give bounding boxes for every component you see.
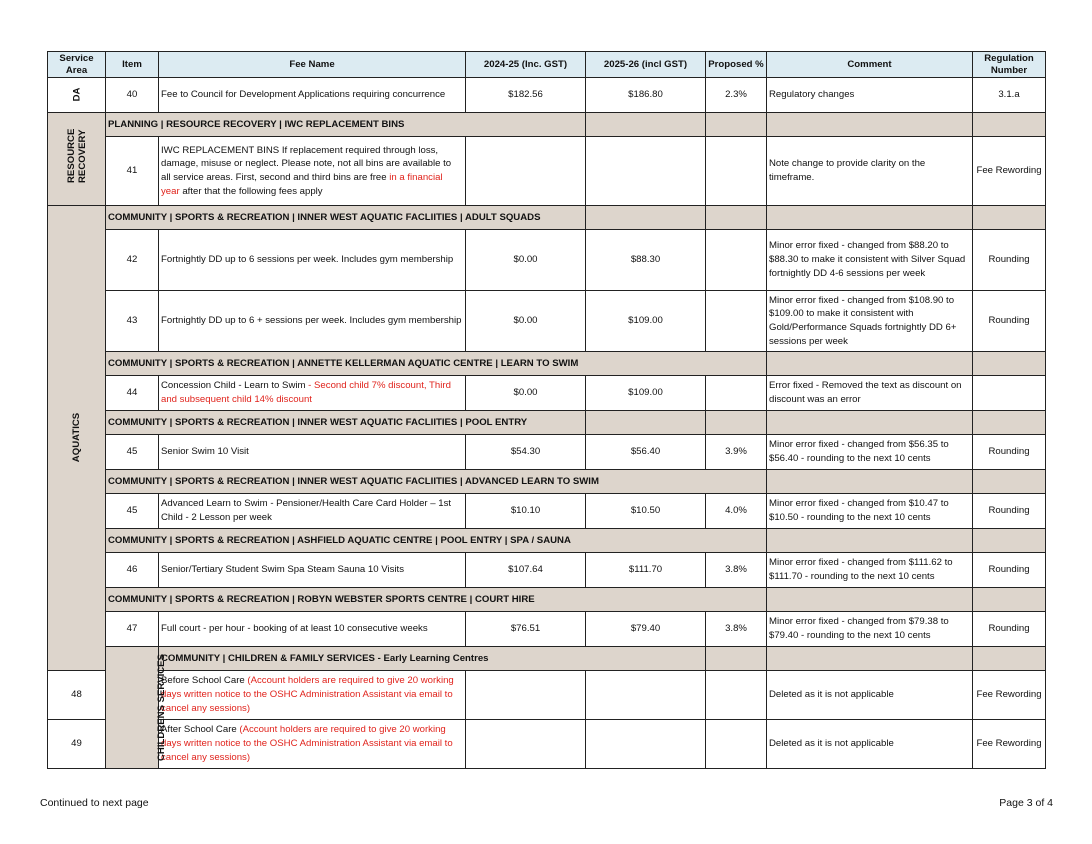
proposed-cell: 2.3% — [706, 78, 767, 113]
regulation-cell — [973, 376, 1046, 411]
fee-2024-cell: $76.51 — [466, 612, 586, 647]
fee-name-cell: Senior Swim 10 Visit — [159, 435, 466, 470]
col-header-proposed: Proposed % — [706, 52, 767, 78]
fee-2025-cell: $109.00 — [586, 291, 706, 352]
section-row — [48, 411, 1046, 435]
fee-2025-cell — [586, 671, 706, 720]
item-cell: 46 — [106, 553, 159, 588]
regulation-cell: Rounding — [973, 230, 1046, 291]
fee-name-cell: Senior/Tertiary Student Swim Spa Steam Sauna 10 Visits — [159, 553, 466, 588]
comment-cell: Minor error fixed - changed from $79.38 to $79.40 - rounding to the next 10 cents — [767, 612, 973, 647]
regulation-cell: Rounding — [973, 612, 1046, 647]
col-header-service-area: Service Area — [48, 52, 106, 78]
fee-2025-cell: $10.50 — [586, 494, 706, 529]
regulation-cell: Fee Rewording — [973, 720, 1046, 769]
item-cell: 47 — [106, 612, 159, 647]
proposed-cell: 4.0% — [706, 494, 767, 529]
section-label: COMMUNITY | SPORTS & RECREATION | ANNETTE KELLERMAN AQUATIC CENTRE | LEARN TO SWIM — [106, 352, 767, 376]
regulation-cell: 3.1.a — [973, 78, 1046, 113]
fee-2025-cell: $111.70 — [586, 553, 706, 588]
col-header-comment: Comment — [767, 52, 973, 78]
fee-2025-cell: $109.00 — [586, 376, 706, 411]
comment-cell: Minor error fixed - changed from $108.90 to $109.00 to make it consistent with Gold/Performance Squads fortnightly DD 6+ sessions per week — [767, 291, 973, 352]
item-cell: 41 — [106, 137, 159, 206]
table-row — [48, 230, 1046, 291]
service-area-aquatics: AQUATICS — [48, 206, 106, 671]
table-row — [48, 291, 1046, 352]
fee-2025-cell: $88.30 — [586, 230, 706, 291]
regulation-cell: Rounding — [973, 435, 1046, 470]
fee-2024-cell — [466, 720, 586, 769]
fee-2024-cell: $54.30 — [466, 435, 586, 470]
item-cell: 44 — [106, 376, 159, 411]
table-row — [48, 494, 1046, 529]
continued-note: Continued to next page — [40, 797, 149, 809]
comment-cell: Deleted as it is not applicable — [767, 720, 973, 769]
fee-name-cell: Concession Child - Learn to Swim - Second child 7% discount, Third and subsequent child 14% discount — [159, 376, 466, 411]
section-label: COMMUNITY | SPORTS & RECREATION | ROBYN WEBSTER SPORTS CENTRE | COURT HIRE — [106, 588, 767, 612]
regulation-cell: Rounding — [973, 494, 1046, 529]
section-label: COMMUNITY | CHILDREN & FAMILY SERVICES - Early Learning Centres — [159, 647, 706, 671]
comment-cell: Deleted as it is not applicable — [767, 671, 973, 720]
col-header-fee-2025: 2025-26 (incl GST) — [586, 52, 706, 78]
fee-2024-cell — [466, 137, 586, 206]
fee-table — [47, 51, 1046, 769]
col-header-regulation: Regulation Number — [973, 52, 1046, 78]
proposed-cell — [706, 137, 767, 206]
fee-name-cell: Advanced Learn to Swim - Pensioner/Health Care Card Holder – 1st Child - 2 Lesson per week — [159, 494, 466, 529]
fee-2024-cell — [466, 671, 586, 720]
table-row — [48, 720, 1046, 769]
service-area-resource-recovery: RESOURCE RECOVERY — [48, 113, 106, 206]
comment-cell: Minor error fixed - changed from $111.62 to $111.70 - rounding to the next 10 cents — [767, 553, 973, 588]
comment-cell: Minor error fixed - changed from $10.47 to $10.50 - rounding to the next 10 cents — [767, 494, 973, 529]
proposed-cell — [706, 720, 767, 769]
section-row — [48, 113, 1046, 137]
regulation-cell: Rounding — [973, 553, 1046, 588]
fee-2025-cell — [586, 137, 706, 206]
fee-2025-cell: $56.40 — [586, 435, 706, 470]
col-header-fee-2024: 2024-25 (Inc. GST) — [466, 52, 586, 78]
fee-2024-cell: $0.00 — [466, 291, 586, 352]
section-label: COMMUNITY | SPORTS & RECREATION | ASHFIELD AQUATIC CENTRE | POOL ENTRY | SPA / SAUNA — [106, 529, 767, 553]
regulation-cell: Fee Rewording — [973, 137, 1046, 206]
item-cell: 49 — [48, 720, 106, 769]
proposed-cell — [706, 671, 767, 720]
fee-name-cell: IWC REPLACEMENT BINS If replacement required through loss, damage, misuse or neglect. Please note, not all bins are available to all service areas. First, second and third bins are free in a financial year after that the following fees apply — [159, 137, 466, 206]
table-row — [48, 78, 1046, 113]
col-header-item: Item — [106, 52, 159, 78]
table-row — [48, 553, 1046, 588]
service-area-childrens-services: CHILDRENS SERVICES — [106, 647, 159, 769]
section-row — [48, 470, 1046, 494]
regulation-cell: Fee Rewording — [973, 671, 1046, 720]
service-area-da: DA — [48, 78, 106, 113]
section-row — [48, 529, 1046, 553]
fee-2024-cell: $107.64 — [466, 553, 586, 588]
fee-name-cell: Fee to Council for Development Applications requiring concurrence — [159, 78, 466, 113]
table-row — [48, 435, 1046, 470]
item-cell: 48 — [48, 671, 106, 720]
comment-cell: Regulatory changes — [767, 78, 973, 113]
fee-2025-cell: $186.80 — [586, 78, 706, 113]
table-row — [48, 137, 1046, 206]
item-cell: 42 — [106, 230, 159, 291]
section-label: COMMUNITY | SPORTS & RECREATION | INNER WEST AQUATIC FACLIITIES | POOL ENTRY — [106, 411, 586, 435]
section-label: PLANNING | RESOURCE RECOVERY | IWC REPLACEMENT BINS — [106, 113, 586, 137]
proposed-cell — [706, 376, 767, 411]
item-cell: 45 — [106, 435, 159, 470]
item-cell: 40 — [106, 78, 159, 113]
proposed-cell: 3.9% — [706, 435, 767, 470]
comment-cell: Minor error fixed - changed from $88.20 to $88.30 to make it consistent with Silver Squad fortnightly DD 4-6 sessions per week — [767, 230, 973, 291]
proposed-cell — [706, 230, 767, 291]
comment-cell: Minor error fixed - changed from $56.35 to $56.40 - rounding to the next 10 cents — [767, 435, 973, 470]
fee-name-cell: After School Care (Account holders are required to give 20 working days written notice to the OSHC Administration Assistant via email to cancel any sessions) — [159, 720, 466, 769]
fee-name-cell: Fortnightly DD up to 6 sessions per week. Includes gym membership — [159, 230, 466, 291]
table-row — [48, 612, 1046, 647]
item-cell: 45 — [106, 494, 159, 529]
comment-cell: Error fixed - Removed the text as discount on discount was an error — [767, 376, 973, 411]
section-row — [48, 588, 1046, 612]
regulation-cell: Rounding — [973, 291, 1046, 352]
proposed-cell: 3.8% — [706, 553, 767, 588]
page-number: Page 3 of 4 — [999, 797, 1053, 809]
col-header-fee-name: Fee Name — [159, 52, 466, 78]
section-row — [48, 647, 1046, 671]
section-label: COMMUNITY | SPORTS & RECREATION | INNER WEST AQUATIC FACLIITIES | ADVANCED LEARN TO SWIM — [106, 470, 767, 494]
fee-2024-cell: $0.00 — [466, 376, 586, 411]
fee-name-cell: Before School Care (Account holders are required to give 20 working days written notice to the OSHC Administration Assistant via email to cancel any sessions) — [159, 671, 466, 720]
fee-2025-cell — [586, 720, 706, 769]
fee-2024-cell: $10.10 — [466, 494, 586, 529]
fee-2025-cell: $79.40 — [586, 612, 706, 647]
fee-name-cell: Fortnightly DD up to 6 + sessions per week. Includes gym membership — [159, 291, 466, 352]
fee-name-cell: Full court - per hour - booking of at least 10 consecutive weeks — [159, 612, 466, 647]
section-row — [48, 352, 1046, 376]
table-row — [48, 671, 1046, 720]
proposed-cell — [706, 291, 767, 352]
fee-2024-cell: $182.56 — [466, 78, 586, 113]
comment-cell: Note change to provide clarity on the timeframe. — [767, 137, 973, 206]
header-row — [48, 52, 1046, 78]
item-cell: 43 — [106, 291, 159, 352]
fee-2024-cell: $0.00 — [466, 230, 586, 291]
section-row — [48, 206, 1046, 230]
section-label: COMMUNITY | SPORTS & RECREATION | INNER WEST AQUATIC FACLIITIES | ADULT SQUADS — [106, 206, 586, 230]
proposed-cell: 3.8% — [706, 612, 767, 647]
table-row — [48, 376, 1046, 411]
